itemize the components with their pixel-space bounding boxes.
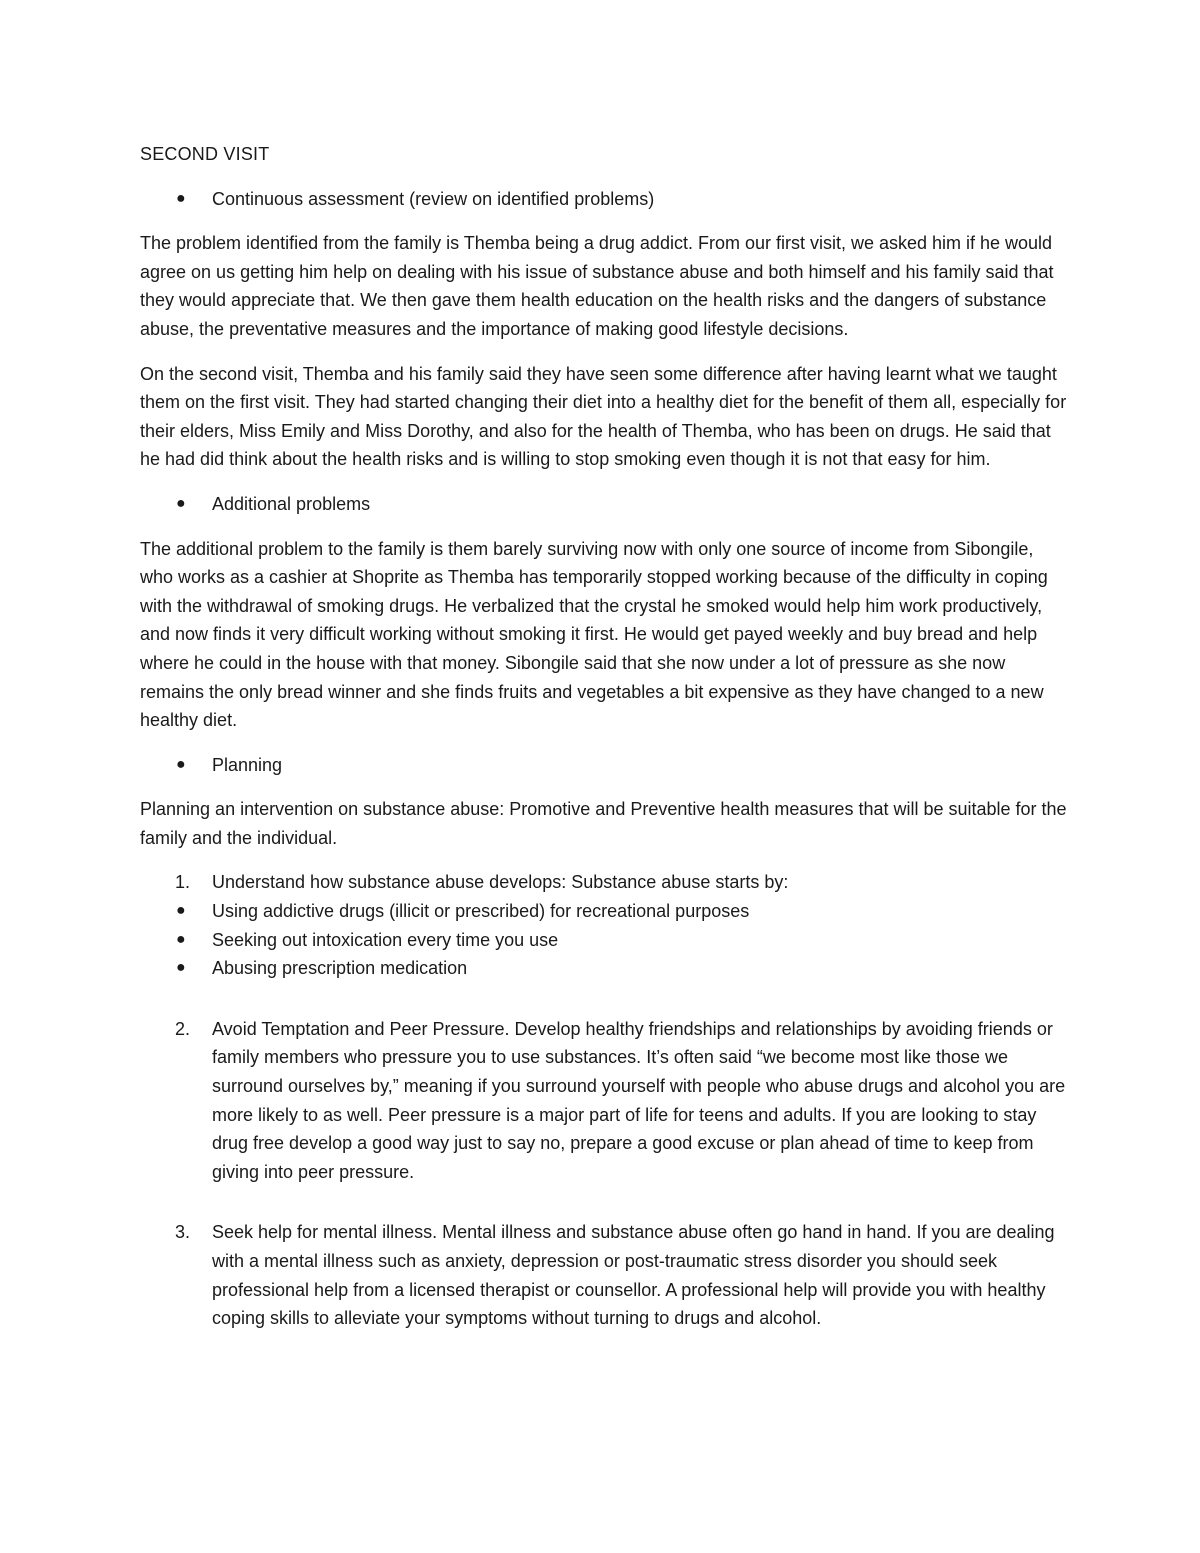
bullet-icon: ●: [176, 902, 186, 920]
planning-paragraph-1: Planning an intervention on substance abuse: Promotive and Preventive health measures that will be suitable for the family and the individual.: [140, 799, 1067, 848]
list-item: [140, 926, 1070, 955]
bullet-icon: ●: [176, 494, 186, 512]
sub-item-text: Abusing prescription medication: [212, 958, 468, 979]
additional-heading-list: [140, 490, 1070, 519]
sub-item-text: Using addictive drugs (illicit or prescribed) for recreational purposes: [212, 901, 750, 922]
list-item: [140, 185, 1070, 214]
spacer: [140, 983, 1070, 999]
list-item: [140, 751, 1070, 780]
list-number: 2.: [175, 1018, 191, 1039]
bullet-icon: ●: [176, 189, 186, 207]
planning-heading: Planning: [212, 754, 283, 775]
assessment-paragraph-2: On the second visit, Themba and his family said they have seen some difference after having learnt what we taught them on the first visit. They had started changing their diet into a healthy diet for the benefit of them all, especially for their elders, Miss Emily and Miss Dorothy, and also for the health of Themba, who has been on drugs. He said that he had did think about the health risks and is willing to stop smoking even though it is not that easy for him.: [140, 363, 1067, 470]
bullet-icon: ●: [176, 755, 186, 773]
numbered-item-text: Understand how substance abuse develops: Substance abuse starts by:: [212, 872, 789, 893]
bullet-icon: ●: [176, 930, 186, 948]
assessment-paragraph-1: The problem identified from the family is Themba being a drug addict. From our first visit, we asked him if he would agree on us getting him help on dealing with his issue of substance abuse and both himself and his family said that they would appreciate that. We then gave them health education on the health risks and the dangers of substance abuse, the preventative measures and the importance of making good lifestyle decisions.: [140, 233, 1054, 339]
bullet-icon: ●: [176, 959, 186, 977]
numbered-list-part-1: [140, 868, 1070, 897]
numbered-item-1: [140, 868, 1070, 897]
numbered-item-text: Seek help for mental illness. Mental illness and substance abuse often go hand in hand. If you are dealing with a mental illness such as anxiety, depression or post-traumatic stress disorder you should seek professional help from a licensed therapist or counsellor. A professional help will provide you with healthy coping skills to alleviate your symptoms without turning to drugs and alcohol.: [212, 1222, 1055, 1329]
list-number: 1.: [175, 872, 191, 893]
assessment-heading-list: [140, 185, 1070, 214]
numbered-item-2: [140, 1015, 1070, 1187]
spacer: [140, 1202, 1070, 1218]
substance-abuse-start-list: [140, 897, 1070, 983]
assessment-heading: Continuous assessment (review on identified problems): [212, 188, 655, 209]
numbered-item-3: [140, 1218, 1070, 1332]
list-number: 3.: [175, 1222, 191, 1243]
sub-item-text: Seeking out intoxication every time you use: [212, 929, 559, 950]
document-title: SECOND VISIT: [140, 144, 270, 164]
additional-heading: Additional problems: [212, 493, 371, 514]
numbered-list-part-2: [140, 1015, 1070, 1187]
list-item: [140, 490, 1070, 519]
list-item: [140, 954, 1070, 983]
additional-paragraph-1: The additional problem to the family is them barely surviving now with only one source of income from Sibongile, who works as a cashier at Shoprite as Themba has temporarily stopped working because of the difficulty in coping with the withdrawal of smoking drugs. He verbalized that the crystal he smoked would help him work productively, and now finds it very difficult working without smoking it first. He would get payed weekly and buy bread and help where he could in the house with that money. Sibongile said that she now under a lot of pressure as she now remains the only bread winner and she finds fruits and vegetables a bit expensive as they have changed to a new healthy diet.: [140, 538, 1048, 731]
numbered-item-text: Avoid Temptation and Peer Pressure. Develop healthy friendships and relationships by avoiding friends or family members who pressure you to use substances. It’s often said “we become most like those we surround ourselves by,” meaning if you surround yourself with people who abuse drugs and alcohol you are more likely to as well. Peer pressure is a major part of life for teens and adults. If you are looking to stay drug free develop a good way just to say no, prepare a good excuse or plan ahead of time to keep from giving into peer pressure.: [212, 1018, 1066, 1182]
numbered-list-part-3: [140, 1218, 1070, 1332]
planning-heading-list: [140, 751, 1070, 780]
list-item: [140, 897, 1070, 926]
